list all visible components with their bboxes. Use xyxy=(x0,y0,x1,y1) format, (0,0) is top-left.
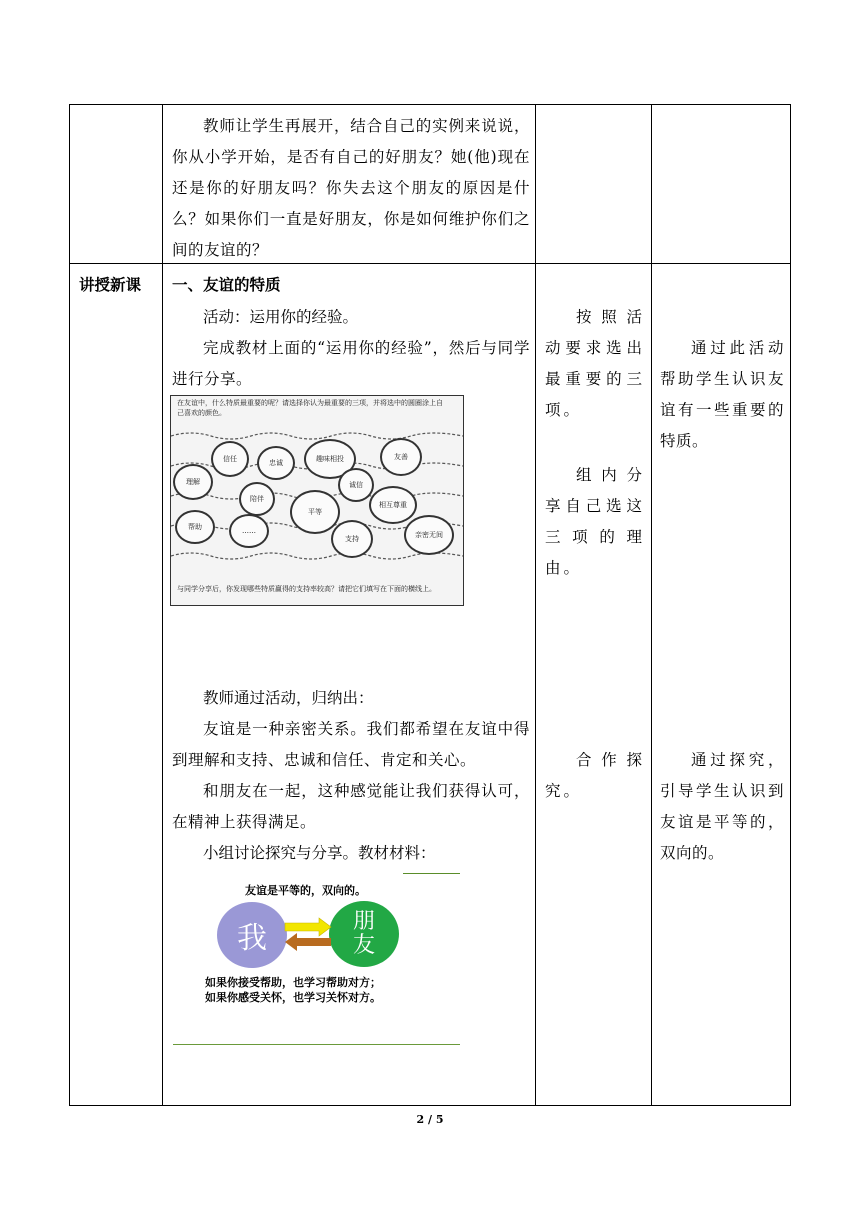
trait-blob: 友善 xyxy=(380,438,422,476)
design-intent-2: 通过探究，引导学生认识到友谊是平等的，双向的。 xyxy=(660,751,784,862)
worksheet-title: 在友谊中，什么特质最重要的呢？请选择你认为最重要的三项，并将选中的圆圈涂上自己喜欢的颜色。 xyxy=(177,399,443,417)
trait-blob: 忠诚 xyxy=(257,446,295,480)
right-arrow-icon xyxy=(285,918,331,936)
decorative-underline xyxy=(403,873,460,874)
me-circle xyxy=(217,902,287,968)
trait-blob: 平等 xyxy=(290,490,340,534)
me-label: 我 xyxy=(237,921,267,956)
decorative-rule xyxy=(173,1044,460,1045)
page-number: 2 / 5 xyxy=(416,1113,444,1126)
instruction-paragraph: 完成教材上面的“运用你的经验”，然后与同学进行分享。 xyxy=(172,339,530,388)
worksheet-footer: 与同学分享后，你发现哪些特质赢得的支持率较高？请把它们填写在下面的横线上。 xyxy=(177,585,436,593)
trait-blob: 帮助 xyxy=(175,510,215,544)
trait-blob: 陪伴 xyxy=(239,482,275,516)
student-activity-3: 合作探究。 xyxy=(545,751,645,800)
caption-line-1: 如果你接受帮助，也学习帮助对方； xyxy=(205,976,381,989)
left-arrow-icon xyxy=(285,933,331,951)
student-activity-2: 组内分享自己选这三项的理由。 xyxy=(545,466,645,577)
summary-intro: 教师通过活动，归纳出： xyxy=(203,689,374,707)
column-border-3 xyxy=(535,104,536,1106)
trait-blob: 支持 xyxy=(331,520,373,558)
activity-paragraph: 活动：运用你的经验。 xyxy=(203,308,359,326)
column-border-1 xyxy=(69,104,70,1106)
trait-blob: …… xyxy=(229,514,269,548)
friendship-definition: 友谊是一种亲密关系。我们都希望在友谊中得到理解和支持、忠诚和信任、肯定和关心。 xyxy=(172,720,530,769)
section-label: 讲授新课 xyxy=(79,276,142,294)
row1-content: 教师让学生再展开，结合自己的实例来说说，你从小学开始，是否有自己的好朋友？她(他)现在还是你的好朋友吗？你失去这个朋友的原因是什么？如果你们一直是好朋友，你是如何维护你们之间的友谊的？ xyxy=(172,117,530,259)
friendship-feeling: 和朋友在一起，这种感觉能让我们获得认可，在精神上获得满足。 xyxy=(172,782,530,831)
traits-worksheet-image xyxy=(170,395,464,606)
trait-blob: 相互尊重 xyxy=(369,486,417,524)
trait-blob: 理解 xyxy=(173,464,213,500)
design-intent-1: 通过此活动帮助学生认识友谊有一些重要的特质。 xyxy=(660,339,784,450)
trait-blob: 趣味相投 xyxy=(304,439,356,479)
column-border-4 xyxy=(651,104,652,1106)
figure2-title: 友谊是平等的，双向的。 xyxy=(245,884,366,897)
exchange-arrows xyxy=(283,917,335,953)
table-top-border xyxy=(69,104,791,105)
column-border-2 xyxy=(162,104,163,1106)
figure2-caption xyxy=(205,975,381,1005)
discussion-intro: 小组讨论探究与分享。教材材料： xyxy=(203,844,436,862)
column-border-5 xyxy=(790,104,791,1106)
friend-circle xyxy=(329,901,399,967)
student-activity-1: 按照活动要求选出最重要的三项。 xyxy=(545,308,645,419)
friend-label-1: 朋 xyxy=(352,909,375,934)
mutual-friendship-image xyxy=(205,875,455,1015)
trait-blob: 诚信 xyxy=(338,468,374,502)
caption-line-2: 如果你感受关怀，也学习关怀对方。 xyxy=(205,991,381,1004)
table-bottom-border xyxy=(69,1105,791,1106)
friend-label-2: 友 xyxy=(352,933,375,958)
section-heading: 一、友谊的特质 xyxy=(172,276,281,294)
trait-blob: 信任 xyxy=(211,441,249,477)
trait-blob: 亲密无间 xyxy=(404,515,454,555)
